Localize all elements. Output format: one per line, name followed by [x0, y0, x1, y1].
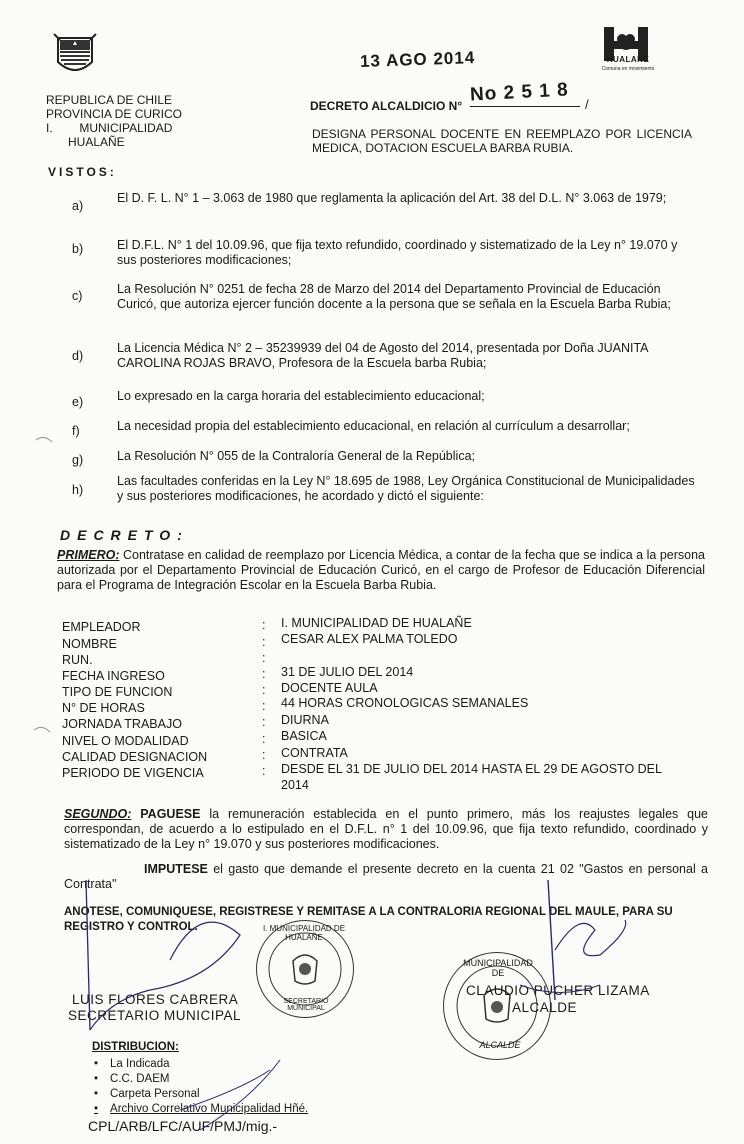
anotese-text: ANOTESE, COMUNIQUESE, REGISTRESE Y REMITASE A LA CONTRALORIA REGIONAL DEL MAULE, PARA SU REGISTRO Y CONTROL. — [64, 906, 673, 933]
field-label: NIVEL O MODALIDAD — [62, 734, 189, 748]
field-value: 44 HORAS CRONOLOGICAS SEMANALES — [281, 696, 529, 710]
vistos-item: Las facultades conferidas en la Ley N° 18.695 de 1988, Ley Orgánica Constitucional de Municipalidades y sus posteriores modificaciones, he acordado y dictó el siguiente: — [117, 474, 695, 503]
field-colon: : — [262, 667, 266, 681]
vistos-item: El D. F. L. N° 1 – 3.063 de 1980 que reglamenta la aplicación del Art. 38 del D.L. N° 3.063 de 1979; — [117, 191, 667, 205]
field-value: CONTRATA — [281, 746, 348, 760]
alcalde-title: ALCALDE — [512, 1000, 578, 1015]
distribucion-list — [92, 1057, 308, 1117]
vistos-item: Lo expresado en la carga horaria del establecimiento educacional; — [117, 389, 485, 403]
decreto-underline — [470, 106, 580, 107]
field-label: PERIODO DE VIGENCIA — [62, 766, 204, 780]
decreto-title: DECRETO: — [60, 527, 189, 543]
vistos-letter: b) — [72, 242, 84, 256]
vistos-item: La Resolución N° 055 de la Contraloría General de la República; — [117, 449, 475, 463]
chile-crest-icon — [52, 32, 98, 80]
list-item: • La Indicada — [92, 1057, 308, 1072]
header-line: PROVINCIA DE CURICO — [46, 107, 183, 121]
vistos-letter: d) — [72, 349, 84, 363]
vistos-item: La necesidad propia del establecimiento educacional, en relación al currículum a desarrollar; — [117, 419, 630, 433]
segundo-text: la remuneración establecida en el punto primero, más los reajustes legales que correspondan, de acuerdo a lo estipulado en el D.F.L. n° 1 del 10.09.96, que fija texto refundido, coordinado y sistematizado de la Ley n° 19.070 y sus posteriores modificaciones. — [64, 807, 709, 851]
vistos-item: El D.F.L. N° 1 del 10.09.96, que fija texto refundido, coordinado y sistematizado de la Ley n° 19.070 y sus posteriores modificaciones; — [117, 238, 678, 267]
field-label: CALIDAD DESIGNACION — [62, 750, 208, 764]
vistos-letter: e) — [72, 395, 84, 409]
list-item: • Archivo Correlativo Municipalidad Hñé. — [92, 1102, 308, 1117]
field-value: DIURNA — [281, 713, 329, 727]
header-line: REPUBLICA DE CHILE — [46, 93, 173, 107]
primero-label: PRIMERO: — [57, 548, 120, 562]
segundo-label: SEGUNDO: — [64, 807, 132, 821]
field-colon: : — [262, 699, 266, 713]
header-line: HUALAÑE — [68, 135, 125, 149]
field-value: 31 DE JULIO DEL 2014 — [281, 665, 414, 679]
left-seal-top: I. MUNICIPALIDAD DE HUALAÑE — [262, 924, 346, 942]
field-colon: : — [262, 764, 266, 778]
date-stamp: 13 AGO 2014 — [359, 47, 476, 72]
vistos-letter: c) — [72, 289, 83, 303]
field-label: FECHA INGRESO — [62, 669, 165, 683]
field-colon: : — [262, 715, 266, 729]
field-value: CESAR ALEX PALMA TOLEDO — [281, 632, 458, 646]
field-label: JORNADA TRABAJO — [62, 717, 182, 731]
left-seal-bottom: SECRETARIO MUNICIPAL — [283, 998, 329, 1012]
field-label: TIPO DE FUNCION — [62, 685, 173, 699]
vistos-item: La Licencia Médica N° 2 – 35239939 del 04 de Agosto del 2014, presentada por Doña JUANITA CAROLINA ROJAS BRAVO, Profesora de la Escuela barba Rubia; — [117, 341, 648, 370]
field-value: DOCENTE AULA — [281, 681, 378, 695]
decreto-label: DECRETO ALCALDICIO N° — [310, 99, 463, 113]
field-colon: : — [262, 618, 266, 632]
decreto-number: No 2 5 1 8 — [469, 79, 570, 106]
field-label: RUN. — [62, 653, 93, 667]
imputese-paragraph — [64, 862, 708, 892]
header-left — [46, 93, 182, 149]
field-colon: : — [262, 748, 266, 762]
header-line: I. MUNICIPALIDAD — [46, 121, 173, 135]
segundo-paragraph — [64, 807, 708, 852]
vistos-letter: g) — [72, 453, 84, 467]
primero-text: Contratase en calidad de reemplazo por Licencia Médica, a contar de la fecha que se indica a la persona autorizada por el Departamento Provincial de Educación Curicó, en el cargo de Profesor de Educación Diferencial para el Programa de Integración Escolar en la Escuela Barba Rubia. — [57, 548, 705, 592]
primero-paragraph — [57, 548, 705, 593]
vistos-letter: h) — [72, 483, 84, 497]
field-colon: : — [262, 651, 266, 665]
imputese-bold: IMPUTESE — [144, 862, 208, 876]
designa-text: DESIGNA PERSONAL DOCENTE EN REEMPLAZO POR LICENCIA MEDICA, DOTACION ESCUELA BARBA RUBIA. — [312, 127, 692, 155]
logo-subtext: Comuna en movimiento — [601, 66, 655, 72]
vistos-title: VISTOS: — [48, 165, 117, 179]
list-item: • Carpeta Personal — [92, 1087, 308, 1102]
field-colon: : — [262, 635, 266, 649]
field-label: N° DE HORAS — [62, 701, 145, 715]
logo-text: HUALAÑE — [606, 55, 650, 64]
field-colon: : — [262, 683, 266, 697]
decreto-slash: / — [585, 97, 589, 112]
field-label: EMPLEADOR — [62, 620, 141, 634]
vistos-letter: a) — [72, 199, 84, 213]
field-colon: : — [262, 732, 266, 746]
initials: CPL/ARB/LFC/AUF/PMJ/mig.- — [88, 1118, 278, 1134]
field-value: I. MUNICIPALIDAD DE HUALAÑE — [281, 616, 472, 630]
list-item: • C.C. DAEM — [92, 1072, 308, 1087]
distribucion-title: DISTRIBUCION: — [92, 1041, 179, 1053]
right-seal-top: MUNICIPALIDAD DE — [463, 958, 533, 978]
field-value: BASICA — [281, 729, 327, 743]
vistos-item: La Resolución N° 0251 de fecha 28 de Marzo del 2014 del Departamento Provincial de Educación Curicó, que autoriza ejercer función docente a la persona que se señala en la Escuela Barba Rubia; — [117, 282, 671, 311]
imputese-text: el gasto que demande el presente decreto en la cuenta 21 02 "Gastos en personal a Contrata" — [64, 862, 708, 891]
field-label: NOMBRE — [62, 637, 117, 651]
field-value: DESDE EL 31 DE JULIO DEL 2014 HASTA EL 29 DE AGOSTO DEL 2014 — [281, 762, 662, 792]
alcalde-name: CLAUDIO PUCHER LIZAMA — [466, 983, 650, 998]
segundo-bold: PAGUESE — [131, 807, 201, 821]
secretario-title: SECRETARIO MUNICIPAL — [68, 1008, 242, 1023]
right-seal-bottom: ALCALDE — [479, 1040, 521, 1050]
secretario-name: LUIS FLORES CABRERA — [72, 992, 239, 1007]
vistos-letter: f) — [72, 424, 80, 438]
